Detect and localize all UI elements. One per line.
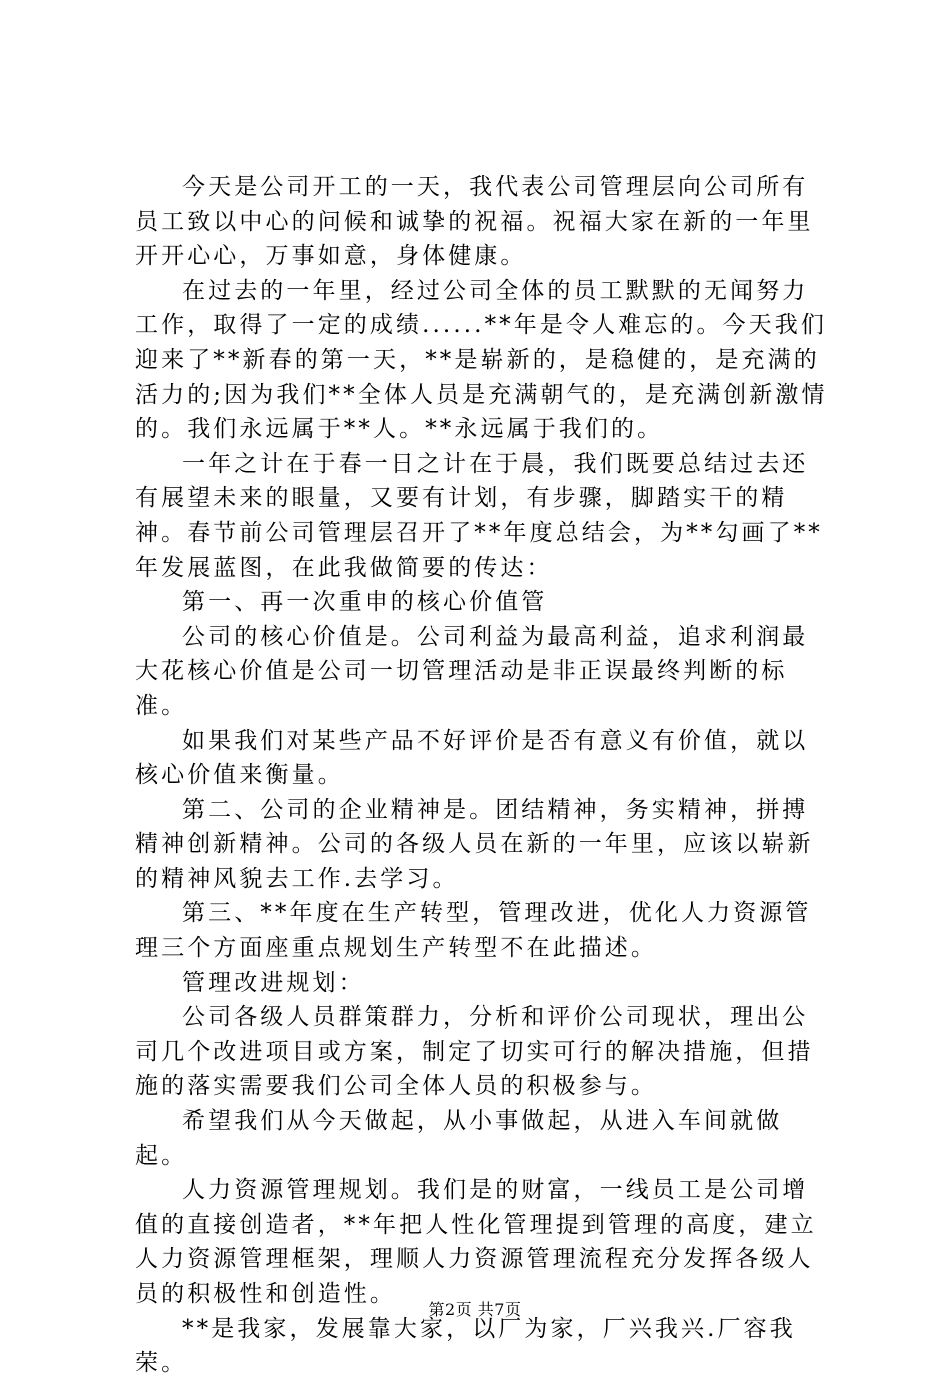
page-number: 第2页 [428, 1300, 473, 1319]
paragraph-plan: 一年之计在于春一日之计在于晨，我们既要总结过去还有展望未来的眼量，又要有计划，有步骤，脚踏实干的精神。春节前公司管理层召开了**年度总结会，为**勾画了**年发展蓝图，在此我做简要的传达： [135, 450, 823, 581]
paragraph-hr-plan: 人力资源管理规划。我们是的财富，一线员工是公司增值的直接创造者，**年把人性化管理提到管理的高度，建立人力资源管理框架，理顺人力资源管理流程充分发挥各级人员的积极性和创造性。 [135, 1177, 817, 1307]
page-footer [0, 1300, 950, 1320]
paragraph-closing: **是我家，发展靠大家，以厂为家，厂兴我兴.厂容我荣。 [135, 1315, 796, 1377]
paragraph-evaluation: 如果我们对某些产品不好评价是否有意义有价值，就以核心价值来衡量。 [135, 727, 809, 789]
paragraph-improvement: 公司各级人员群策群力，分析和评价公司现状，理出公司几个改进项目或方案，制定了切实可行的解决措施，但措施的落实需要我们公司全体人员的积极参与。 [135, 1004, 814, 1100]
paragraph-third-focus: 第三、**年度在生产转型，管理改进，优化人力资源管理三个方面座重点规划生产转型不在此描述。 [135, 900, 812, 962]
page-total: 共7页 [477, 1300, 522, 1319]
paragraph-core-value: 公司的核心价值是。公司利益为最高利益，追求利润最大花核心价值是公司一切管理活动是非正误最终判断的标准。 [135, 623, 809, 719]
paragraph-heading-management: 管理改进规划： [182, 969, 365, 996]
document-body [135, 170, 830, 1381]
paragraph-heading-first: 第一、再一次重申的核心价值管 [182, 589, 548, 616]
paragraph-second-spirit: 第二、公司的企业精神是。团结精神，务实精神，拼搏精神创新精神。公司的各级人员在新的一年里，应该以崭新的精神风貌去工作.去学习。 [135, 796, 814, 892]
paragraph-hope: 希望我们从今天做起，从小事做起，从进入车间就做起。 [135, 1108, 783, 1169]
paragraph-greeting: 今天是公司开工的一天，我代表公司管理层向公司所有员工致以中心的问候和诚挚的祝福。祝福大家在新的一年里开开心心，万事如意，身体健康。 [135, 174, 814, 270]
paragraph-past-year: 在过去的一年里，经过公司全体的员工默默的无闻努力工作，取得了一定的成绩......**年是令人难忘的。今天我们迎来了**新春的第一天，**是崭新的，是稳健的，是充满的活力的;因为我们**全体人员是充满朝气的，是充满创新激情的。我们永远属于**人。**永远属于我们的。 [135, 277, 828, 443]
